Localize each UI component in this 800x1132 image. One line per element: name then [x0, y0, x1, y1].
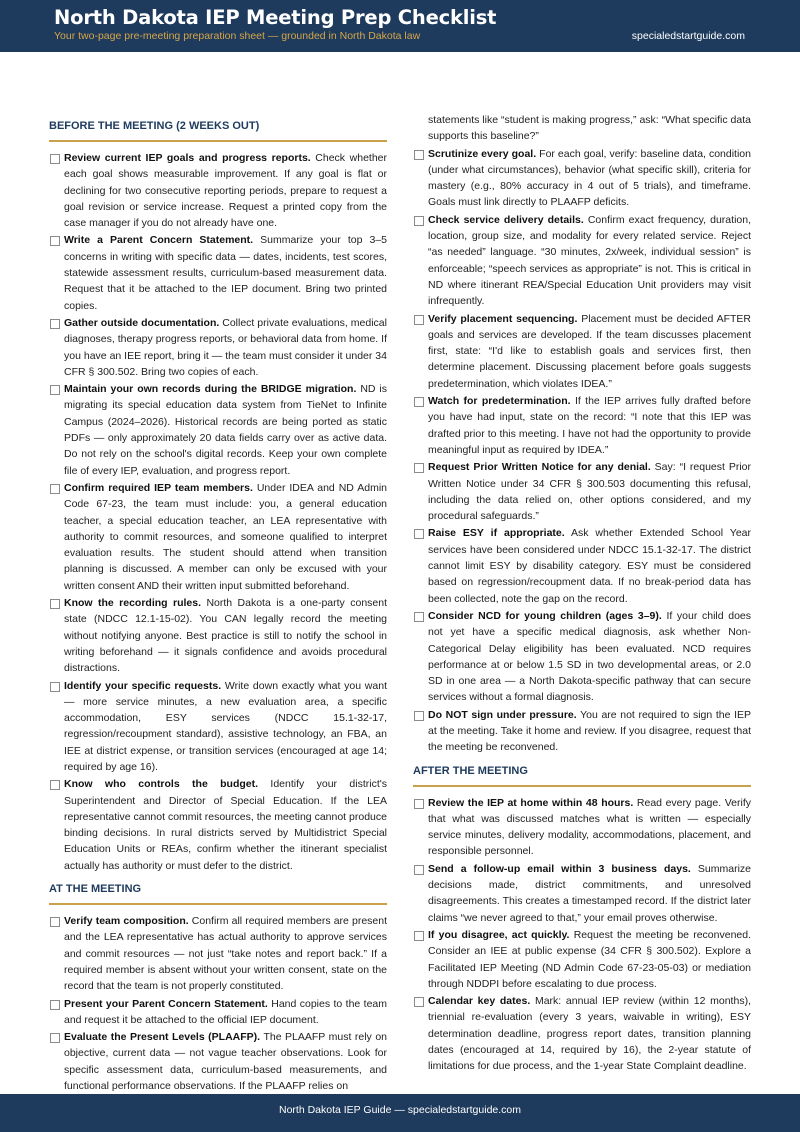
page-header — [0, 0, 800, 52]
item-body: Ask whether Extended School Year services have been considered under NDCC 15.1-32-17. The district cannot limit ESY by disability category. ESY must be considered based on regression/recoupment data. If no break-period data has been collected, note the gap on the record. — [428, 527, 752, 605]
item-body: Check whether each goal shows measurable improvement. If any goal is flat or declining for two consecutive reporting periods, prepare to request a goal revision or service increase. Request a printed copy from the case manager if you do not already have one. — [64, 152, 387, 230]
checklist-after — [413, 795, 751, 1075]
checklist-item — [413, 212, 751, 310]
item-title: Do NOT sign under pressure. — [428, 708, 577, 721]
checkbox[interactable] — [414, 397, 424, 407]
checklist-item — [413, 608, 751, 706]
checkbox[interactable] — [50, 319, 60, 329]
item-title: Confirm required IEP team members. — [64, 481, 253, 494]
item-title: Present your Parent Concern Statement. — [64, 997, 268, 1010]
item-title: Know who controls the budget. — [64, 778, 259, 791]
item-title: Evaluate the Present Levels (PLAAFP). — [64, 1031, 261, 1044]
checklist-item — [413, 311, 751, 392]
checkbox[interactable] — [414, 865, 424, 875]
checkbox[interactable] — [50, 154, 60, 164]
checklist-item — [413, 927, 751, 992]
right-column — [413, 112, 751, 1076]
checkbox[interactable] — [414, 997, 424, 1007]
item-title: If you disagree, act quickly. — [428, 928, 570, 941]
item-title: Consider NCD for young children (ages 3–9). — [428, 609, 662, 622]
item-title: Raise ESY if appropriate. — [428, 527, 565, 540]
checkbox[interactable] — [414, 799, 424, 809]
checkbox[interactable] — [414, 612, 424, 622]
item-title: Write a Parent Concern Statement. — [64, 234, 254, 247]
item-title: Send a follow-up email within 3 business days. — [428, 862, 691, 875]
checklist-item — [413, 795, 751, 860]
item-body: You are not required to sign the IEP at the meeting. Take it home and review. If you disagree, request that the meeting be reconvened. — [428, 708, 751, 754]
checkbox[interactable] — [414, 150, 424, 160]
item-body: Placement must be decided AFTER goals and services are developed. If the team discusses placement first, state: “I'd like to establish goals and services first, then determine placement. Discussing placement before goals suggests predetermination, which violates IDEA.” — [428, 312, 751, 390]
item-body: Identify your district's Superintendent and Director of Special Education. If the LEA representative cannot commit resources, the meeting cannot produce binding decisions. In rural districts served by Multidistrict Special Education Units or REAs, confirm whether the itinerant specialist actually has authority or must defer to the district. — [64, 778, 387, 872]
section-divider — [49, 903, 387, 905]
checklist-item — [413, 146, 751, 211]
checkbox[interactable] — [414, 315, 424, 325]
checklist-item — [49, 776, 387, 874]
item-body: Summarize decisions made, district commitments, and unresolved disagreements. This creates a timestamped record. If the district later claims “we never agreed to that,” your email proves otherwise. — [428, 862, 751, 924]
checklist-before — [49, 150, 387, 874]
item-body: Collect private evaluations, medical diagnoses, therapy progress reports, or behavioral data from home. If you have an IEE report, bring it — the team must consider it under 34 CFR § 300.502. Bring two copies of each. — [64, 316, 387, 378]
checkbox[interactable] — [414, 931, 424, 941]
item-body: For each goal, verify: baseline data, condition (under what circumstances), behavior (what specific skill), criteria for mastery (e.g., 80% accuracy in 4 out of 5 trials), and timeframe. Goals must link directly to PLAAFP deficits. — [428, 147, 751, 209]
section-heading-after: AFTER THE MEETING — [413, 764, 528, 777]
item-body: ND is migrating its special education data system from TieNet to Infinite Campus (2024–2026). Historical records are being ported as static PDFs — only approximately 20 data fields carry over as active data. Do not rely on the school's digital records. Keep your own complete file of every IEP, evaluation, and progress report. — [64, 383, 387, 477]
item-title: Identify your specific requests. — [64, 679, 222, 692]
checklist-item — [49, 913, 387, 994]
item-body: Confirm exact frequency, duration, location, group size, and modality for every related service. Reject “as needed” language. “30 minutes, 2x/week, individual session” is enforceable; “speech services as appropriate” is not. This is critical in ND where itinerant REA/Special Education Unit providers may visit infrequently. — [428, 213, 751, 308]
checklist-item — [49, 678, 387, 776]
checkbox[interactable] — [414, 711, 424, 721]
checkbox[interactable] — [50, 1033, 60, 1043]
item-title: Know the recording rules. — [64, 597, 202, 610]
item-body: Hand copies to the team and request it be attached to the official IEP document. — [64, 997, 387, 1026]
checkbox[interactable] — [50, 599, 60, 609]
item-title: Maintain your own records during the BRIDGE migration. — [64, 383, 357, 396]
item-body: If the IEP arrives fully drafted before you have had input, state on the record: “I note that this IEP was drafted prior to this meeting. I have not had the opportunity to provide meaningful input as required by IDEA.” — [428, 395, 752, 456]
item-body: North Dakota is a one-party consent state (NDCC 12.1-15-02). You CAN legally record the meeting without notifying anyone. Best practice is still to notify the school in writing beforehand — it signals confidence and avoids procedural distractions. — [64, 597, 387, 675]
checkbox[interactable] — [50, 917, 60, 927]
section-divider — [413, 785, 751, 787]
checkbox[interactable] — [414, 216, 424, 226]
checkbox[interactable] — [50, 484, 60, 494]
item-title: Review the IEP at home within 48 hours. — [428, 796, 634, 809]
item-body: Summarize your top 3–5 concerns in writing with specific data — dates, incidents, test scores, statewide assessment results, curriculum-based measurement data. Request that it be attached to the IEP document. Bring two printed copies. — [64, 234, 387, 312]
item-title: Request Prior Written Notice for any denial. — [428, 461, 651, 474]
checklist-item — [49, 996, 387, 1029]
checklist-item — [413, 459, 751, 524]
left-column — [49, 114, 387, 1095]
page-footer: North Dakota IEP Guide — specialedstartguide.com — [0, 1094, 800, 1132]
checklist-item — [49, 595, 387, 676]
item-body: The PLAAFP must rely on objective, current data — not vague teacher observations. Look for specific assessment data, curriculum-based measurements, and functional performance observations. If the PLAAFP relies on — [64, 1031, 387, 1093]
site-url: specialedstartguide.com — [631, 30, 745, 42]
item-title: Verify placement sequencing. — [428, 312, 578, 325]
item-body: Read every page. Verify that what was discussed matches what is written — especially service minutes, delivery modality, accommodations, placement, and responsible personnel. — [428, 796, 751, 858]
checklist-item — [49, 381, 387, 479]
item-body: Confirm all required members are present and the LEA representative has actual authority to approve services and commit resources — not just “take notes and report back.” If a required member is absent without your written consent, state on the record that the team is not properly constituted. — [64, 915, 388, 993]
checklist-item — [49, 232, 387, 313]
checklist-item — [413, 707, 751, 756]
section-divider — [49, 140, 387, 142]
page-subtitle: Your two-page pre-meeting preparation sheet — grounded in North Dakota law — [54, 30, 421, 42]
section-heading-at: AT THE MEETING — [49, 883, 142, 896]
item-title: Verify team composition. — [64, 915, 189, 928]
item-title: Check service delivery details. — [428, 213, 584, 226]
checkbox[interactable] — [414, 463, 424, 473]
checklist-at-continued — [413, 146, 751, 756]
checklist-item — [413, 861, 751, 926]
checklist-item — [413, 525, 751, 606]
checkbox[interactable] — [414, 529, 424, 539]
checklist-item — [49, 480, 387, 594]
checkbox[interactable] — [50, 780, 60, 790]
checklist-at — [49, 913, 387, 1094]
checklist-item — [413, 993, 751, 1074]
item-body: Request the meeting be reconvened. Consider an IEE at public expense (34 CFR § 300.502). Explore a Facilitated IEP Meeting (ND Admin Code 67-23-05-03) or mediation through NDDPI before escalating to due process. — [428, 928, 752, 990]
item-title: Scrutinize every goal. — [428, 147, 537, 160]
checkbox[interactable] — [50, 236, 60, 246]
checklist-item — [49, 150, 387, 231]
item-title: Gather outside documentation. — [64, 316, 220, 329]
section-heading-before: BEFORE THE MEETING (2 WEEKS OUT) — [49, 120, 260, 132]
item-body: Mark: annual IEP review (within 12 months), triennial re-evaluation (every 3 years, waivable in writing), ESY determination deadline, progress report dates, transition planning dates (encouraged at 14, required by 16), the 2-year statute of limitations for due process, and the 1-year State Complaint deadline. — [428, 995, 751, 1073]
item-title: Watch for predetermination. — [428, 395, 571, 408]
checkbox[interactable] — [50, 682, 60, 692]
item-body: Under IDEA and ND Admin Code 67-23, the team must include: you, a general education teacher, a special education teacher, an LEA representative with authority to commit resources, and someone qualified to interpret evaluation results. The student should attend when transition planning is discussed. A member can only be excused with your written consent AND their written input submitted beforehand. — [64, 481, 388, 592]
item-title: Review current IEP goals and progress reports. — [64, 152, 311, 164]
checklist-item — [49, 315, 387, 380]
checklist-item — [413, 393, 751, 458]
item-title: Calendar key dates. — [428, 995, 531, 1008]
item-body: Write down exactly what you want — more service minutes, a new evaluation area, a specific accommodation, ESY services (NDCC 15.1-32-17, regression/recoupment standard), assistive technology, an FBA, an IEE at district expense, or transition services (encouraged at age 14; required by age 16). — [64, 679, 387, 773]
item-body: If your child does not yet have a specific medical diagnosis, ask whether Non-Categorical Delay eligibility has been evaluated. NCD requires performance at or below 1.5 SD in two developmental areas, or 2.0 SD in one area — a North Dakota-specific pathway that can secure services without a formal diagnosis. — [428, 609, 751, 704]
continued-text: statements like “student is making progress,” ask: “What specific data supports this baseline?” — [428, 114, 751, 143]
checklist-item — [49, 1029, 387, 1094]
page-title: North Dakota IEP Meeting Prep Checklist — [54, 6, 497, 29]
checkbox[interactable] — [50, 1000, 60, 1010]
checkbox[interactable] — [50, 385, 60, 395]
item-body: Say: “I request Prior Written Notice under 34 CFR § 300.503 documenting this refusal, including the data relied on, other options considered, and my procedural safeguards.” — [428, 461, 751, 523]
